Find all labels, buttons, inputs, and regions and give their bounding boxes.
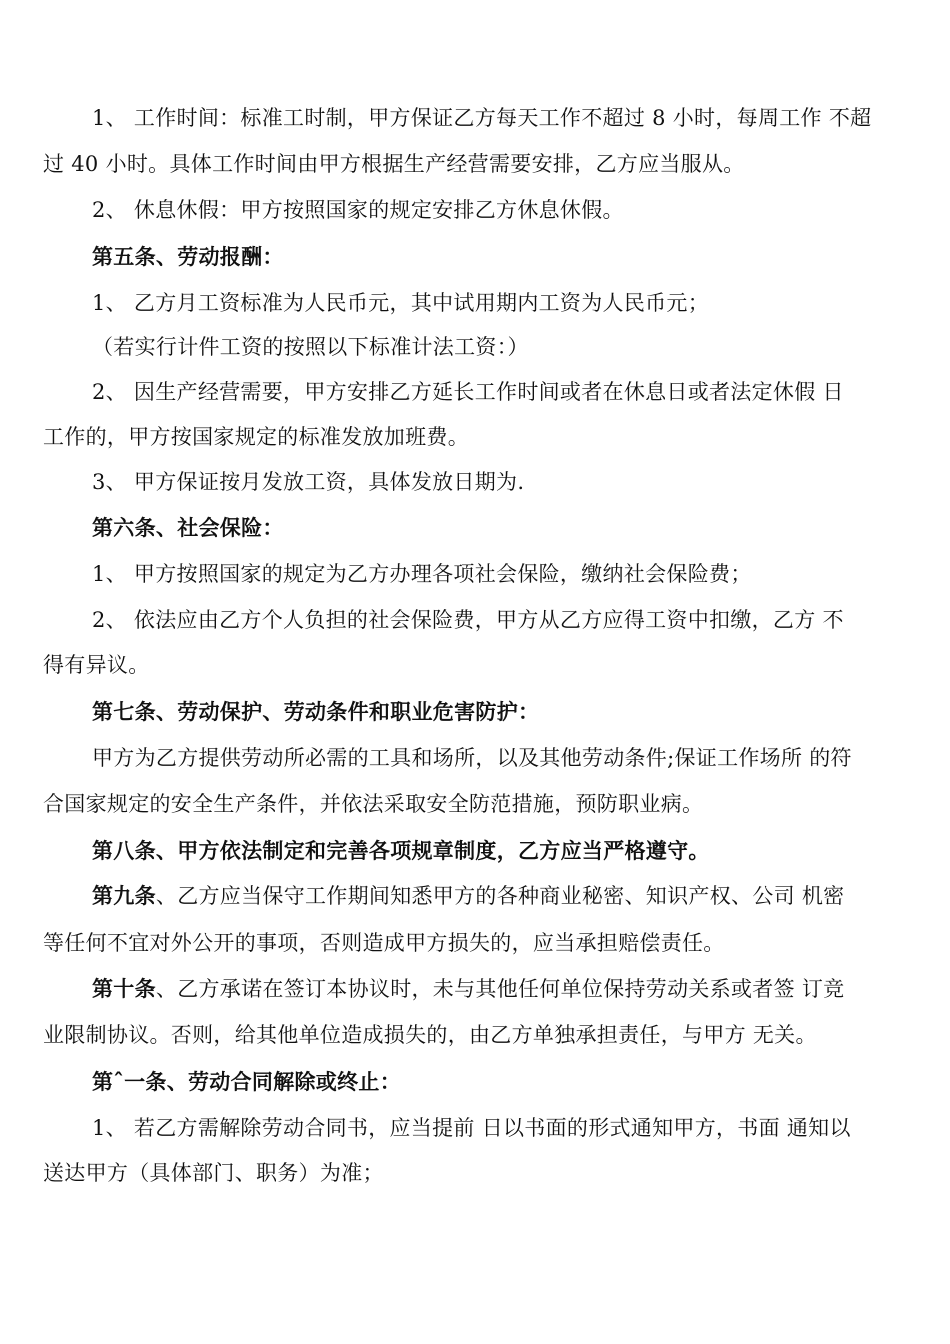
clause-10-line-2: 业限制协议。否则，给其他单位造成损失的，由乙方单独承担责任，与甲方 无关。 [43, 1023, 817, 1047]
clause-4-item-2: 2、 休息休假：甲方按照国家的规定安排乙方休息休假。 [92, 198, 624, 222]
clause-11-item-1-line-2: 送达甲方（具体部门、职务）为准； [43, 1161, 384, 1185]
clause-5-item-1: 1、 乙方月工资标准为人民币元，其中试用期内工资为人民币元； [92, 291, 710, 315]
clause-7-body-line-1: 甲方为乙方提供劳动所必需的工具和场所，以及其他劳动条件;保证工作场所 的符 [92, 746, 852, 770]
clause-6-item-2-line-2: 得有异议。 [43, 653, 150, 677]
clause-11-heading: 第ˆ一条、劳动合同解除或终止： [92, 1069, 401, 1094]
clause-10-text: 、乙方承诺在签订本协议时，未与其他任何单位保持劳动关系或者签 订竞 [155, 977, 845, 1001]
clause-5-item-2-line-1: 2、 因生产经营需要，甲方安排乙方延长工作时间或者在休息日或者法定休假 日 [92, 380, 844, 404]
clause-6-heading: 第六条、社会保险： [92, 515, 284, 540]
clause-6-item-1: 1、 甲方按照国家的规定为乙方办理各项社会保险，缴纳社会保险费； [92, 562, 752, 586]
clause-7-body-line-2: 合国家规定的安全生产条件，并依法采取安全防范措施，预防职业病。 [43, 792, 704, 816]
clause-8: 第八条、甲方依法制定和完善各项规章制度，乙方应当严格遵守。 [92, 838, 710, 863]
clause-5-note: （若实行计件工资的按照以下标准计法工资：） [92, 335, 529, 359]
clause-10-label: 第十条 [92, 976, 156, 1001]
clause-5-item-3: 3、 甲方保证按月发放工资，具体发放日期为. [92, 470, 525, 494]
clause-9-line-2: 等任何不宜对外公开的事项，否则造成甲方损失的，应当承担赔偿责任。 [43, 931, 725, 955]
clause-5-item-2-line-2: 工作的，甲方按国家规定的标准发放加班费。 [43, 425, 469, 449]
clause-10-line-1 [92, 974, 844, 1004]
clause-9-line-1 [92, 881, 844, 911]
clause-6-item-2-line-1: 2、 依法应由乙方个人负担的社会保险费，甲方从乙方应得工资中扣缴，乙方 不 [92, 608, 844, 632]
clause-7-heading: 第七条、劳动保护、劳动条件和职业危害防护： [92, 699, 540, 724]
clause-9-text: 、乙方应当保守工作期间知悉甲方的各种商业秘密、知识产权、公司 机密 [155, 884, 845, 908]
clause-5-heading: 第五条、劳动报酬： [92, 244, 284, 269]
clause-11-item-1-line-1: 1、 若乙方需解除劳动合同书，应当提前 日以书面的形式通知甲方，书面 通知以 [92, 1116, 851, 1140]
clause-4-item-1-line-2: 过 40 小时。具体工作时间由甲方根据生产经营需要安排，乙方应当服从。 [43, 152, 745, 176]
clause-9-label: 第九条 [92, 883, 156, 908]
clause-4-item-1-line-1: 1、 工作时间：标准工时制，甲方保证乙方每天工作不超过 8 小时，每周工作 不超 [92, 106, 872, 130]
